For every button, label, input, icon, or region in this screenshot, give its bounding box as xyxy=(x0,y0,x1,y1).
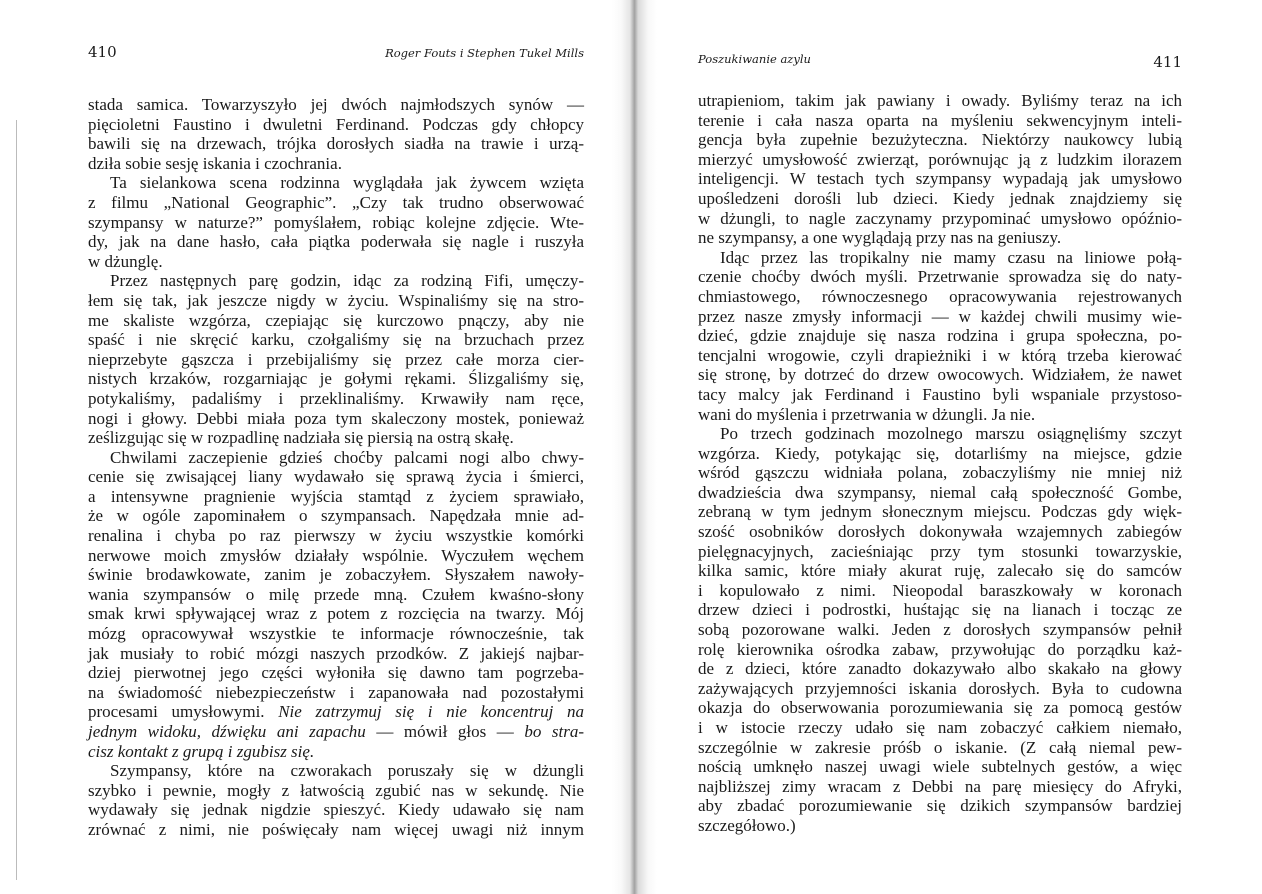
text-line: inteligencji. W testach tych szympansy wypadają jak umysłowo xyxy=(698,169,1182,189)
text-line: zrównać z nimi, nie poświęcały nam więcej uwagi niż innym xyxy=(88,819,584,839)
text-line: a intensywne pragnienie wyjścia stamtąd z życiem sprawiało, xyxy=(88,486,584,506)
text-line: zebraną w tym jednym słonecznym miejscu. Podczas gdy więk- xyxy=(698,502,1182,522)
text-line: świnie brodawkowate, zanim je zobaczyłem. Słyszałem nawoły- xyxy=(88,565,584,585)
text-line: przez nasze zmysły informacji — w każdej chwili musimy wie- xyxy=(698,306,1182,326)
page-body xyxy=(88,95,584,840)
text-line: łem się tak, jak jeszcze nigdy w życiu. Wspinaliśmy się na stro- xyxy=(88,290,584,310)
page-body xyxy=(698,91,1182,836)
text-line: kilka samic, które miały akurat ruję, zalecało się do samców xyxy=(698,561,1182,581)
text-line: się stronę, by dotrzeć do drzew owocowych. Widziałem, że nawet xyxy=(698,365,1182,385)
scan-edge-line xyxy=(16,120,17,880)
text-line: Szympansy, które na czworakach poruszały się w dżungli xyxy=(110,761,584,781)
text-line: sobą pozorowane walki. Jeden z dorosłych szympansów pełnił xyxy=(698,620,1182,640)
paragraph xyxy=(88,95,584,173)
text-line: tacy malcy jak Ferdinand i Faustino byli wspaniale przystoso- xyxy=(698,384,1182,404)
text-line: dy, jak na dane hasło, cała piątka poderwała się nagle i ruszyła xyxy=(88,232,584,252)
text-line: renalina i chyba po raz pierwszy w życiu wszystkie komórki xyxy=(88,526,584,546)
text-line: mierzyć umysłowość zwierząt, porównując ją z ludzkim ilorazem xyxy=(698,149,1182,169)
text-line: w dżungli, to nagle zaczynamy przypominać umysłowo opóźnio- xyxy=(698,208,1182,228)
text-line: nością umknęło naszej uwagi wiele subtelnych gestów, a więc xyxy=(698,757,1182,777)
running-head: Poszukiwanie azylu xyxy=(698,52,811,66)
text-line: okazja do obserwowania porozumiewania się za pomocą gestów xyxy=(698,698,1182,718)
text-line: utrapieniom, takim jak pawiany i owady. Byliśmy teraz na ich xyxy=(698,91,1182,110)
text-line: gencja była zupełnie bezużyteczna. Niektórzy naukowcy lubią xyxy=(698,130,1182,150)
paragraph xyxy=(88,271,584,447)
text-line: wzgórza. Kiedy, potykając się, dotarliśmy na miejsce, gdzie xyxy=(698,443,1182,463)
text-line: dwadzieścia dwa szympansy, niemal całą społeczność Gombe, xyxy=(698,482,1182,502)
text-line: szczególnie w zakresie próśb o iskanie. (Z całą niemal pew- xyxy=(698,737,1182,757)
paragraph xyxy=(698,248,1182,424)
text-line: Chwilami zaczepienie gdzieś choćby palcami nogi albo chwy- xyxy=(110,447,584,467)
paragraph xyxy=(698,91,1182,248)
text-line: smak krwi spływającej wraz z potem z rozcięcia na twarzy. Mój xyxy=(88,604,584,624)
text-segment: procesami umysłowymi. xyxy=(88,702,279,722)
text-line: ne szympansy, a one wyglądają przy nas na geniuszy. xyxy=(698,228,1062,248)
text-line: wśród gąszczu widniała polana, zobaczyliśmy nie mniej niż xyxy=(698,463,1182,483)
text-line: jak musiały to robić mózgi naszych przodków. Z jakiejś najbar- xyxy=(88,643,584,663)
text-line: czenie choćby dwóch myśli. Przetrwanie sprowadza się do naty- xyxy=(698,267,1182,287)
text-line: nieprzebyte gąszcza i przebijaliśmy się przez całe morza cier- xyxy=(88,349,584,369)
text-line: wania szympansów o milę przede mną. Czułem kwaśno-słony xyxy=(88,584,584,604)
text-line: chmiastowego, równoczesnego opracowywania rejestrowanych xyxy=(698,286,1182,306)
text-line: wani do myślenia i przetrwania w dżungli. Ja nie. xyxy=(698,404,1036,424)
text-line: cenie się zwisającej liany wydawało się sprawą życia i śmierci, xyxy=(88,467,584,487)
text-line: bawili się na drzewach, trójka dorosłych siadła na trawie i urzą- xyxy=(88,134,584,154)
page-number: 410 xyxy=(88,43,117,61)
text-line: że w ogóle zapominałem o szympansach. Napędzała mnie ad- xyxy=(88,506,584,526)
text-line: Ta sielankowa scena rodzinna wyglądała jak żywcem wzięta xyxy=(110,173,584,193)
text-line: wydawały się jednak nigdzie spieszyć. Kiedy udawało się nam xyxy=(88,800,584,820)
text-line: i w istocie rzeczy udało się nam zobaczyć całkiem niemało, xyxy=(698,718,1182,737)
text-line: szość osobników dorosłych dokonywała wzajemnych zabiegów xyxy=(698,522,1182,542)
text-line xyxy=(88,722,584,742)
text-line: spaść i nie skręcić karku, czołgaliśmy się na brzuchach przez xyxy=(88,330,584,350)
text-line: mózg opracowywał wszystkie te informacje równocześnie, tak xyxy=(88,624,584,644)
text-segment: — mówił głos — xyxy=(365,722,525,741)
paragraph xyxy=(88,761,584,839)
text-line: aby zbadać porozumiewanie się dzikich szympansów bardziej xyxy=(698,796,1182,816)
text-line: Idąc przez las tropikalny nie mamy czasu na liniowe połą- xyxy=(720,247,1182,267)
text-line: pięcioletni Faustino i dwuletni Ferdinand. Podczas gdy chłopcy xyxy=(88,114,584,134)
paragraph xyxy=(698,424,1182,835)
text-line: najbliższej zimy wracam z Debbi na parę miesięcy do Afryki, xyxy=(698,776,1182,796)
text-line: nistych krzaków, rozgarniając je gołymi rękami. Ślizgaliśmy się, xyxy=(88,369,584,389)
text-line: zażywających przyjemności iskania dorosłych. Była to cudowna xyxy=(698,678,1182,698)
italic-text: cisz kontakt z grupą i zgubisz się. xyxy=(88,741,315,761)
text-line: drzew dzieci i podrostki, huśtając się na lianach i tocząc ze xyxy=(698,600,1182,620)
text-line: me skaliste wzgórza, czepiając się kurczowo pnączy, aby nie xyxy=(88,310,584,330)
italic-text: bo stra- xyxy=(524,722,584,741)
text-line: i kopulowało z nimi. Nieopodal baraszkowały w koronach xyxy=(698,580,1182,600)
text-line: potykaliśmy, padaliśmy i przeklinaliśmy. Krwawiły nam ręce, xyxy=(88,388,584,408)
page-number: 411 xyxy=(1153,53,1182,71)
page-right xyxy=(698,0,1182,894)
text-line: szybko i pewnie, mogły z łatwością zgubić nas w sekundę. Nie xyxy=(88,780,584,800)
text-line: pielęgnacyjnych, zacieśniając przy tym stosunki towarzyskie, xyxy=(698,541,1182,561)
text-line: w dżunglę. xyxy=(88,251,163,271)
text-line: tencjalni wrogowie, czyli drapieżniki i w którą trzeba kierować xyxy=(698,345,1182,365)
text-line: ześlizgując się w rozpadlinę nadziała się piersią na ostrą skałę. xyxy=(88,428,514,448)
text-line: stada samica. Towarzyszyło jej dwóch najmłodszych synów — xyxy=(88,95,584,114)
paragraph xyxy=(88,173,584,271)
text-line: de z dzieci, które zanadto dokazywało albo skakało na głowy xyxy=(698,659,1182,679)
text-line: z filmu „National Geographic”. „Czy tak trudno obserwować xyxy=(88,192,584,212)
book-gutter-shadow xyxy=(612,0,657,894)
italic-text: jednym widoku, dźwięku ani zapachu xyxy=(88,722,366,741)
text-line: dziej pierwotnej jego części wyłoniła się dawno tam pogrzeba- xyxy=(88,663,584,683)
italic-text: Nie zatrzymuj się i nie koncentruj na xyxy=(278,702,584,722)
text-line: szczegółowo.) xyxy=(698,815,796,835)
paragraph xyxy=(88,448,584,762)
running-head: Roger Fouts i Stephen Tukel Mills xyxy=(385,46,584,60)
text-line: upośledzeni dorośli lub dzieci. Kiedy jednak znajdziemy się xyxy=(698,188,1182,208)
text-line xyxy=(88,702,584,722)
text-line xyxy=(88,742,584,762)
text-line: nerwowe moich zmysłów działały wspólnie. Wyczułem węchem xyxy=(88,545,584,565)
text-line: Przez następnych parę godzin, idąc za rodziną Fifi, umęczy- xyxy=(110,271,584,291)
text-line: terenie i cała nasza oparta na myśleniu sekwencyjnym inteli- xyxy=(698,110,1182,130)
text-line: rolę kierownika ośrodka zabaw, przywołując do porządku każ- xyxy=(698,639,1182,659)
page-left xyxy=(88,0,584,894)
text-line: Po trzech godzinach mozolnego marszu osiągnęliśmy szczyt xyxy=(720,424,1182,444)
text-line: dziła sobie sesję iskania i czochrania. xyxy=(88,153,342,173)
text-line: nogi i głowy. Debbi miała poza tym skaleczony mostek, ponieważ xyxy=(88,408,584,428)
text-line: szympansy w naturze?” pomyślałem, robiąc kolejne zdjęcie. Wte- xyxy=(88,212,584,232)
text-line: dzieć, gdzie znajduje się nasza rodzina i grupa społeczna, po- xyxy=(698,326,1182,346)
text-line: na świadomość niebezpieczeństw i zapanowała nad pozostałymi xyxy=(88,682,584,702)
